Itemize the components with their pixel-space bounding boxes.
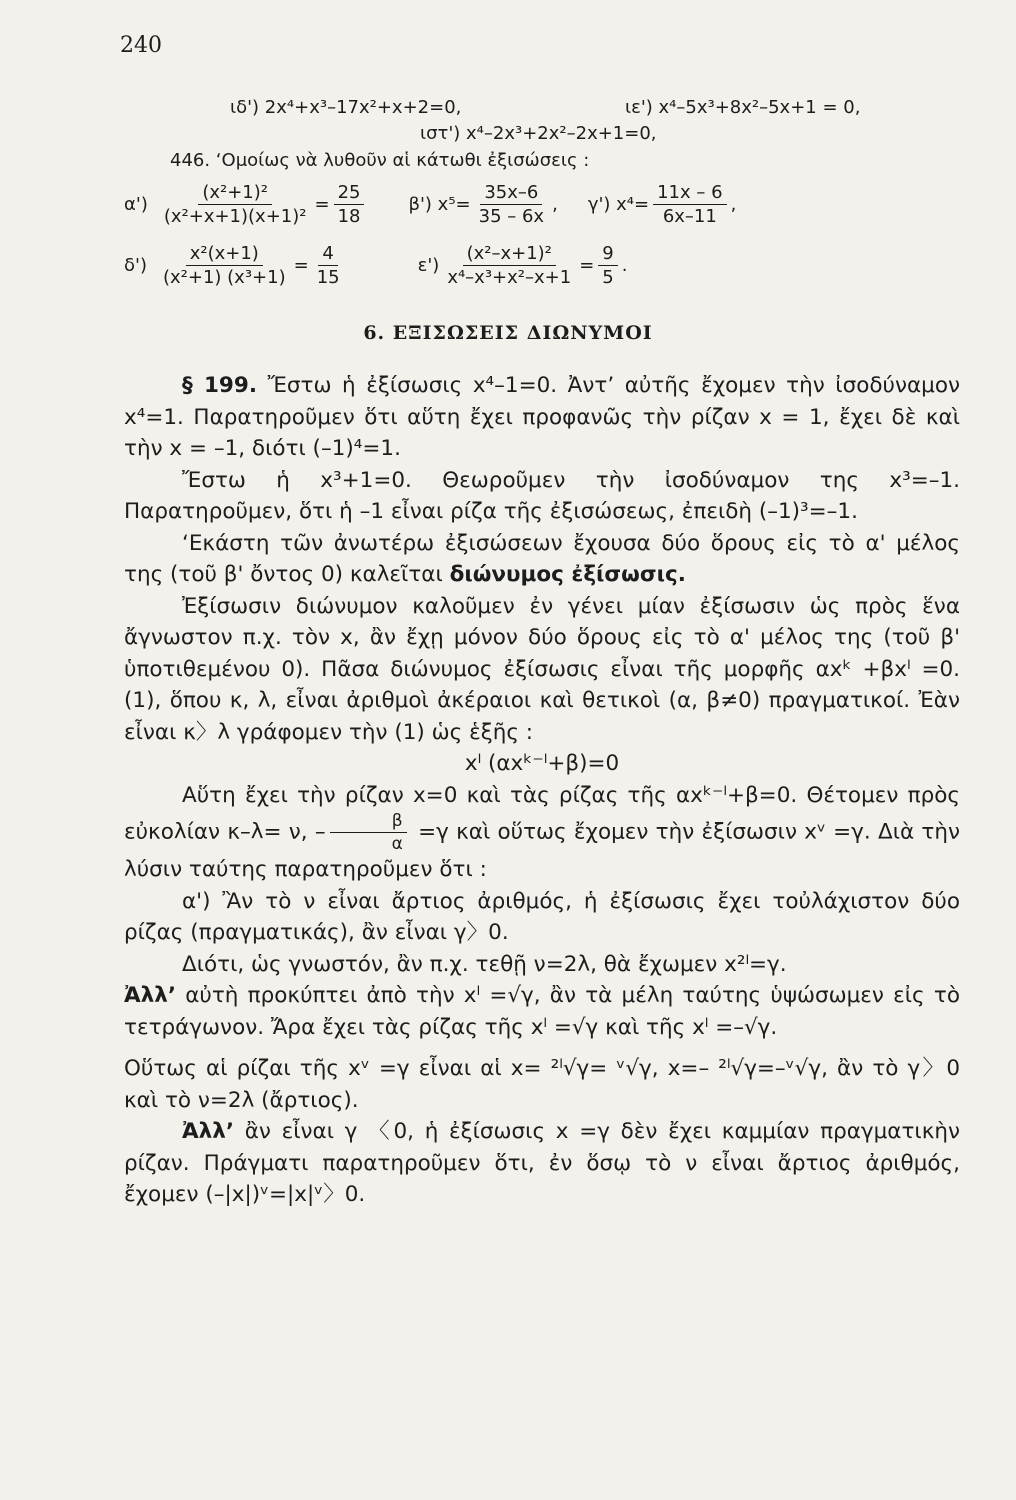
section-number: § 199. — [182, 373, 258, 398]
fraction-a-right-denominator: 18 — [337, 206, 361, 227]
equals-d: = — [293, 255, 309, 276]
fraction-alpha: α — [391, 834, 403, 854]
fraction-a-right-numerator: 25 — [334, 182, 365, 205]
label-g: γ') x⁴= — [587, 194, 650, 215]
label-a: α') — [124, 194, 148, 215]
fraction-d-right-numerator: 4 — [318, 243, 337, 266]
fraction-d-numerator: x²(x+1) — [186, 243, 263, 266]
fraction-e-right-denominator: 5 — [602, 267, 614, 288]
fraction-beta-alpha — [330, 811, 407, 854]
label-e: ε') — [417, 255, 440, 276]
paragraph-5-text-a: Αὕτη ἔχει τὴν ρίζαν x=0 καὶ τὰς ρίζας τῆς αxᵏ⁻ˡ+β=0. Θέτομεν πρὸς εὐκολίαν κ–λ= ν, – — [124, 782, 960, 845]
paragraph-7: Διότι, ὡς γνωστόν, ἂν π.χ. τεθῇ ν=2λ, θὰ ἔχωμεν x²ˡ=γ. — [182, 951, 787, 977]
paragraph-10-text: ἂν εἶναι γ 〈0, ἡ ἐξίσωσις x =γ δὲν ἔχει καμμίαν πραγματικὴν ρίζαν. Πράγματι παρατηροῦμεν ὅτι, ἐν ὅσῳ τὸ ν εἶναι ἄρτιος ἀριθμός, ἔχομεν (–|x|)ᵛ=|x|ᵛ〉0. — [124, 1119, 960, 1207]
fraction-b — [475, 182, 548, 227]
fraction-a — [160, 182, 311, 227]
paragraph-199-text: Ἔστω ἡ ἐξίσωσις x⁴–1=0. Ἀντ’ αὐτῆς ἔχομεν τὴν ἰσοδύναμον x⁴=1. Παρατηροῦμεν ὅτι αὕτη ἔχει προφανῶς τὴν ρίζαν x = 1, ἔχει δὲ καὶ τὴν x = –1, διότι (–1)⁴=1. — [124, 373, 960, 461]
equals-e: = — [579, 255, 595, 276]
paragraph-10-lead: Ἀλλ’ — [182, 1119, 235, 1144]
fraction-g-denominator: 6x–11 — [662, 206, 717, 227]
label-b: β') x⁵= — [408, 194, 471, 215]
equation-ist: ιστ') x⁴–2x³+2x²–2x+1=0, — [420, 123, 657, 144]
paragraph-6: α') Ἂν τὸ ν εἶναι ἄρτιος ἀριθμός, ἡ ἐξίσωσις ἔχει τοὐλάχιστον δύο ρίζας (πραγματικάς), ἂν εἶναι γ〉0. — [124, 888, 960, 945]
fraction-d-denominator: (x²+1) (x³+1) — [162, 267, 286, 288]
fraction-d — [159, 243, 290, 288]
fraction-a-denominator: (x²+x+1)(x+1)² — [163, 206, 307, 227]
fraction-e-numerator: (x²–x+1)² — [463, 243, 556, 266]
comma-b: , — [552, 194, 558, 215]
fraction-e — [443, 243, 575, 288]
paragraph-9: Οὕτως αἱ ρίζαι τῆς xᵛ =γ εἶναι αἱ x= ²ˡ√γ= ᵛ√γ, x=– ²ˡ√γ=–ᵛ√γ, ἂν τὸ γ〉0 καὶ τὸ ν=2λ (ἄρτιος). — [124, 1056, 960, 1113]
exercise-446-row-2 — [124, 243, 627, 288]
fraction-g — [653, 182, 726, 227]
paragraph-4: Ἐξίσωσιν διώνυμον καλοῦμεν ἐν γένει μίαν ἐξίσωσιν ὡς πρὸς ἕνα ἄγνωστον π.χ. τὸν x, ἂν ἔχῃ μόνον δύο ὅρους εἰς τὸ α' μέλος της (τοῦ β' ὑποτιθεμένου 0). Πᾶσα διώνυμος ἐξίσωσις εἶναι τῆς μορφῆς αxᵏ +βxˡ =0. (1), ὅπου κ, λ, εἶναι ἀριθμοὶ ἀκέραιοι καὶ θετικοὶ (α, β≠0) πραγματικοί. Ἐὰν εἶναι κ〉λ γράφομεν τὴν (1) ὡς ἑξῆς : — [124, 593, 960, 745]
paragraph-3 — [124, 528, 960, 591]
exercise-446-row-1 — [124, 182, 736, 227]
fraction-a-right — [334, 182, 365, 227]
body-text — [124, 370, 960, 1211]
paragraph-8-lead: Ἀλλ’ — [124, 983, 177, 1008]
paragraph-2: Ἔστω ἡ x³+1=0. Θεωροῦμεν τὴν ἰσοδύναμον της x³=–1. Παρατηροῦμεν, ὅτι ἡ –1 εἶναι ρίζα τῆς ἐξισώσεως, ἐπειδὴ (–1)³=–1. — [124, 467, 960, 524]
formula-1: xˡ (αxᵏ⁻ˡ+β)=0 — [464, 751, 620, 776]
term-binomial-equation: διώνυμος ἐξίσωσις. — [449, 562, 686, 587]
fraction-e-denominator: x⁴–x³+x²–x+1 — [447, 267, 572, 288]
fraction-beta: β — [330, 811, 407, 833]
paragraph-5 — [124, 780, 960, 886]
comma-g: , — [730, 194, 737, 215]
paragraph-199 — [124, 370, 960, 465]
paragraph-5-text-b: =γ καὶ οὕτως ἔχομεν τὴν ἐξίσωσιν xᵛ =γ. Διὰ τὴν λύσιν ταύτης παρατηροῦμεν ὅτι : — [124, 819, 961, 882]
paragraph-3-text: ‘Εκάστη τῶν ἀνωτέρω ἐξισώσεων ἔχουσα δύο ὅρους εἰς τὸ α' μέλος της (τοῦ β' ὄντος 0) καλεῖται — [124, 530, 960, 587]
paragraph-8-text: αὐτὴ προκύπτει ἀπὸ τὴν xˡ =√γ, ἂν τὰ μέλη ταύτης ὑψώσωμεν εἰς τὸ τετράγωνον. Ἄρα ἔχει τὰς ρίζας τῆς xˡ =√γ καὶ τῆς xˡ =–√γ. — [124, 983, 960, 1040]
fraction-b-denominator: 35 – 6x — [478, 206, 545, 227]
fraction-e-right-numerator: 9 — [598, 243, 617, 266]
fraction-b-numerator: 35x–6 — [480, 182, 542, 205]
fraction-d-right — [313, 243, 344, 288]
fraction-g-numerator: 11x – 6 — [653, 182, 726, 205]
fraction-e-right — [598, 243, 617, 288]
paragraph-10 — [124, 1116, 960, 1211]
paragraph-8 — [124, 980, 960, 1043]
fraction-a-numerator: (x²+1)² — [198, 182, 272, 205]
equation-ie: ιε') x⁴–5x³+8x²–5x+1 = 0, — [625, 97, 861, 118]
exercise-446-intro: 446. ‘Ομοίως νὰ λυθοῦν αἱ κάτωθι ἐξισώσεις : — [170, 150, 590, 171]
period-e: . — [621, 255, 628, 276]
equals-a: = — [314, 194, 330, 215]
equation-id: ιδ') 2x⁴+x³–17x²+x+2=0, — [230, 97, 462, 118]
fraction-d-right-denominator: 15 — [316, 267, 340, 288]
section-heading: 6. ΕΞΙΣΩΣΕΙΣ ΔΙΩΝΥΜΟΙ — [363, 322, 653, 344]
label-d: δ') — [124, 255, 147, 276]
page-number: 240 — [120, 33, 162, 58]
